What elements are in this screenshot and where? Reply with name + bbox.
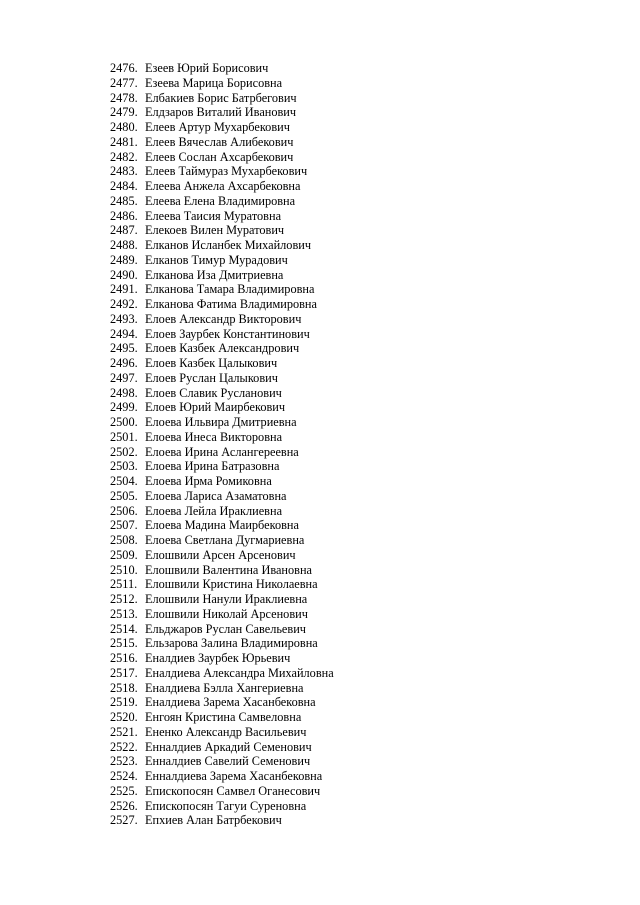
entry-number: 2515.	[110, 636, 138, 651]
entry-name: Елоева Ирина Батразовна	[145, 459, 280, 474]
entry-number: 2479.	[110, 105, 138, 120]
entry-name: Елоев Заурбек Константинович	[145, 326, 310, 341]
list-item	[110, 105, 334, 120]
entry-number: 2511.	[110, 577, 138, 592]
list-item	[110, 400, 334, 415]
entry-name: Елканов Исланбек Михайлович	[145, 238, 312, 252]
list-item	[110, 548, 334, 563]
entry-name: Елеева Анжела Ахсарбековна	[145, 179, 301, 193]
list-item	[110, 592, 334, 607]
list-item	[110, 61, 334, 76]
entry-name: Ельзарова Залина Владимировна	[145, 636, 318, 651]
list-item	[110, 238, 334, 253]
entry-number: 2513.	[110, 606, 138, 621]
entry-number: 2476.	[110, 61, 138, 75]
entry-name: Ененко Александр Васильевич	[145, 724, 307, 739]
entry-name: Елоева Ирина Аслангереевна	[145, 444, 299, 459]
list-item	[110, 209, 334, 224]
list-item	[110, 341, 334, 356]
entry-number: 2505.	[110, 488, 138, 503]
list-item	[110, 179, 334, 194]
list-item	[110, 223, 334, 238]
list-item	[110, 297, 334, 312]
list-item	[110, 76, 334, 91]
entry-number: 2497.	[110, 370, 138, 385]
entry-number: 2491.	[110, 282, 138, 297]
entry-number: 2520.	[110, 710, 138, 724]
entry-number: 2499.	[110, 400, 138, 415]
entry-name: Езеева Марица Борисовна	[145, 75, 283, 90]
list-item	[110, 150, 334, 165]
list-item	[110, 666, 334, 681]
entry-name: Елеева Елена Владимировна	[145, 193, 296, 208]
entry-name: Елеева Таисия Муратовна	[145, 208, 282, 223]
entry-name: Елоев Александр Викторович	[145, 311, 302, 326]
entry-number: 2512.	[110, 592, 138, 606]
entry-name: Елоева Лейла Ираклиевна	[145, 503, 283, 518]
list-item	[110, 415, 334, 430]
entry-number: 2509.	[110, 547, 138, 562]
list-item	[110, 356, 334, 371]
entry-number: 2488.	[110, 238, 138, 252]
entry-number: 2492.	[110, 297, 138, 311]
entry-number: 2525.	[110, 783, 138, 798]
entry-name: Елоева Ильвира Дмитриевна	[145, 415, 297, 429]
entry-name: Елекоев Вилен Муратович	[145, 223, 285, 238]
entry-number: 2496.	[110, 356, 138, 370]
entry-name: Епхиев Алан Батрбекович	[145, 813, 282, 828]
list-item	[110, 268, 334, 283]
entry-number: 2489.	[110, 252, 138, 267]
list-item	[110, 651, 334, 666]
list-item	[110, 386, 334, 401]
entry-name: Еналдиева Александра Михайловна	[145, 665, 334, 680]
entry-number: 2516.	[110, 651, 138, 665]
entry-number: 2514.	[110, 621, 138, 636]
list-item	[110, 636, 334, 651]
entry-number: 2482.	[110, 149, 138, 164]
entry-name: Елдзаров Виталий Иванович	[145, 105, 297, 120]
entry-name: Елошвили Арсен Арсенович	[145, 547, 296, 562]
entry-name: Елеев Таймураз Мухарбекович	[145, 164, 308, 179]
entry-number: 2508.	[110, 533, 138, 547]
entry-number: 2524.	[110, 769, 138, 783]
entry-name: Елоев Казбек Цалыкович	[145, 356, 278, 370]
entry-number: 2507.	[110, 518, 138, 533]
name-list	[110, 61, 334, 828]
entry-name: Еналдиева Зарема Хасанбековна	[145, 695, 316, 710]
list-item	[110, 799, 334, 814]
entry-name: Елоев Юрий Маирбекович	[145, 400, 286, 415]
list-item	[110, 681, 334, 696]
entry-name: Елканова Тамара Владимировна	[145, 282, 315, 297]
entry-name: Епископосян Тагуи Суреновна	[145, 798, 307, 813]
entry-name: Елбакиев Борис Батрбегович	[145, 90, 297, 105]
list-item	[110, 740, 334, 755]
entry-name: Елканов Тимур Мурадович	[145, 252, 288, 267]
entry-number: 2521.	[110, 724, 138, 739]
entry-number: 2517.	[110, 665, 138, 680]
entry-number: 2485.	[110, 193, 138, 208]
list-item	[110, 253, 334, 268]
list-item	[110, 725, 334, 740]
entry-name: Езеев Юрий Борисович	[145, 61, 269, 75]
entry-number: 2527.	[110, 813, 138, 828]
list-item	[110, 164, 334, 179]
entry-name: Епископосян Самвел Оганесович	[145, 783, 321, 798]
list-item	[110, 459, 334, 474]
entry-number: 2518.	[110, 680, 138, 695]
list-item	[110, 327, 334, 342]
entry-number: 2526.	[110, 798, 138, 813]
entry-name: Енналдиев Савелий Семенович	[145, 754, 311, 769]
list-item	[110, 282, 334, 297]
entry-name: Еналдиев Заурбек Юрьевич	[145, 651, 291, 665]
list-item	[110, 769, 334, 784]
list-item	[110, 120, 334, 135]
entry-number: 2502.	[110, 444, 138, 459]
list-item	[110, 430, 334, 445]
entry-name: Елоев Славик Русланович	[145, 385, 282, 400]
entry-number: 2477.	[110, 75, 138, 90]
entry-name: Еналдиева Бэлла Хангериевна	[145, 680, 304, 695]
entry-name: Елеев Вячеслав Алибекович	[145, 134, 294, 149]
entry-name: Елоева Лариса Азаматовна	[145, 488, 287, 503]
list-item	[110, 489, 334, 504]
entry-number: 2495.	[110, 341, 138, 356]
entry-name: Елканова Иза Дмитриевна	[145, 267, 284, 282]
entry-name: Елоева Инеса Викторовна	[145, 429, 283, 444]
list-item	[110, 784, 334, 799]
list-item	[110, 622, 334, 637]
list-item	[110, 91, 334, 106]
list-item	[110, 312, 334, 327]
list-item	[110, 504, 334, 519]
entry-number: 2500.	[110, 415, 138, 429]
list-item	[110, 518, 334, 533]
entry-name: Елошвили Николай Арсенович	[145, 606, 308, 621]
list-item	[110, 695, 334, 710]
list-item	[110, 135, 334, 150]
list-item	[110, 754, 334, 769]
entry-name: Елеев Сослан Ахсарбекович	[145, 149, 294, 164]
entry-number: 2522.	[110, 739, 138, 754]
entry-number: 2493.	[110, 311, 138, 326]
entry-number: 2501.	[110, 429, 138, 444]
entry-number: 2480.	[110, 120, 138, 134]
list-item	[110, 577, 334, 592]
list-item	[110, 474, 334, 489]
list-item	[110, 607, 334, 622]
entry-name: Елошвили Нанули Ираклиевна	[145, 592, 308, 606]
entry-number: 2506.	[110, 503, 138, 518]
entry-name: Ельджаров Руслан Савельевич	[145, 621, 306, 636]
entry-number: 2504.	[110, 474, 138, 488]
entry-name: Елошвили Кристина Николаевна	[145, 577, 318, 592]
entry-number: 2490.	[110, 267, 138, 282]
list-item	[110, 710, 334, 725]
entry-number: 2487.	[110, 223, 138, 238]
entry-number: 2484.	[110, 179, 138, 193]
entry-name: Елоева Светлана Дугмариевна	[145, 533, 305, 547]
entry-name: Елоева Ирма Ромиковна	[145, 474, 272, 488]
entry-number: 2494.	[110, 326, 138, 341]
entry-name: Енналдиев Аркадий Семенович	[145, 739, 312, 754]
entry-number: 2481.	[110, 134, 138, 149]
list-item	[110, 813, 334, 828]
list-item	[110, 445, 334, 460]
entry-number: 2498.	[110, 385, 138, 400]
entry-name: Енналдиева Зарема Хасанбековна	[145, 769, 323, 783]
entry-number: 2486.	[110, 208, 138, 223]
entry-name: Елканова Фатима Владимировна	[145, 297, 317, 311]
entry-number: 2519.	[110, 695, 138, 710]
list-item	[110, 563, 334, 578]
entry-name: Елошвили Валентина Ивановна	[145, 562, 313, 577]
entry-number: 2523.	[110, 754, 138, 769]
entry-name: Елеев Артур Мухарбекович	[145, 120, 290, 134]
entry-name: Елоев Казбек Александрович	[145, 341, 300, 356]
entry-number: 2503.	[110, 459, 138, 474]
entry-number: 2510.	[110, 562, 138, 577]
list-item	[110, 533, 334, 548]
entry-name: Елоев Руслан Цалыкович	[145, 370, 278, 385]
list-item	[110, 194, 334, 209]
entry-number: 2483.	[110, 164, 138, 179]
entry-number: 2478.	[110, 90, 138, 105]
list-item	[110, 371, 334, 386]
entry-name: Енгоян Кристина Самвеловна	[145, 710, 302, 724]
entry-name: Елоева Мадина Маирбековна	[145, 518, 299, 533]
